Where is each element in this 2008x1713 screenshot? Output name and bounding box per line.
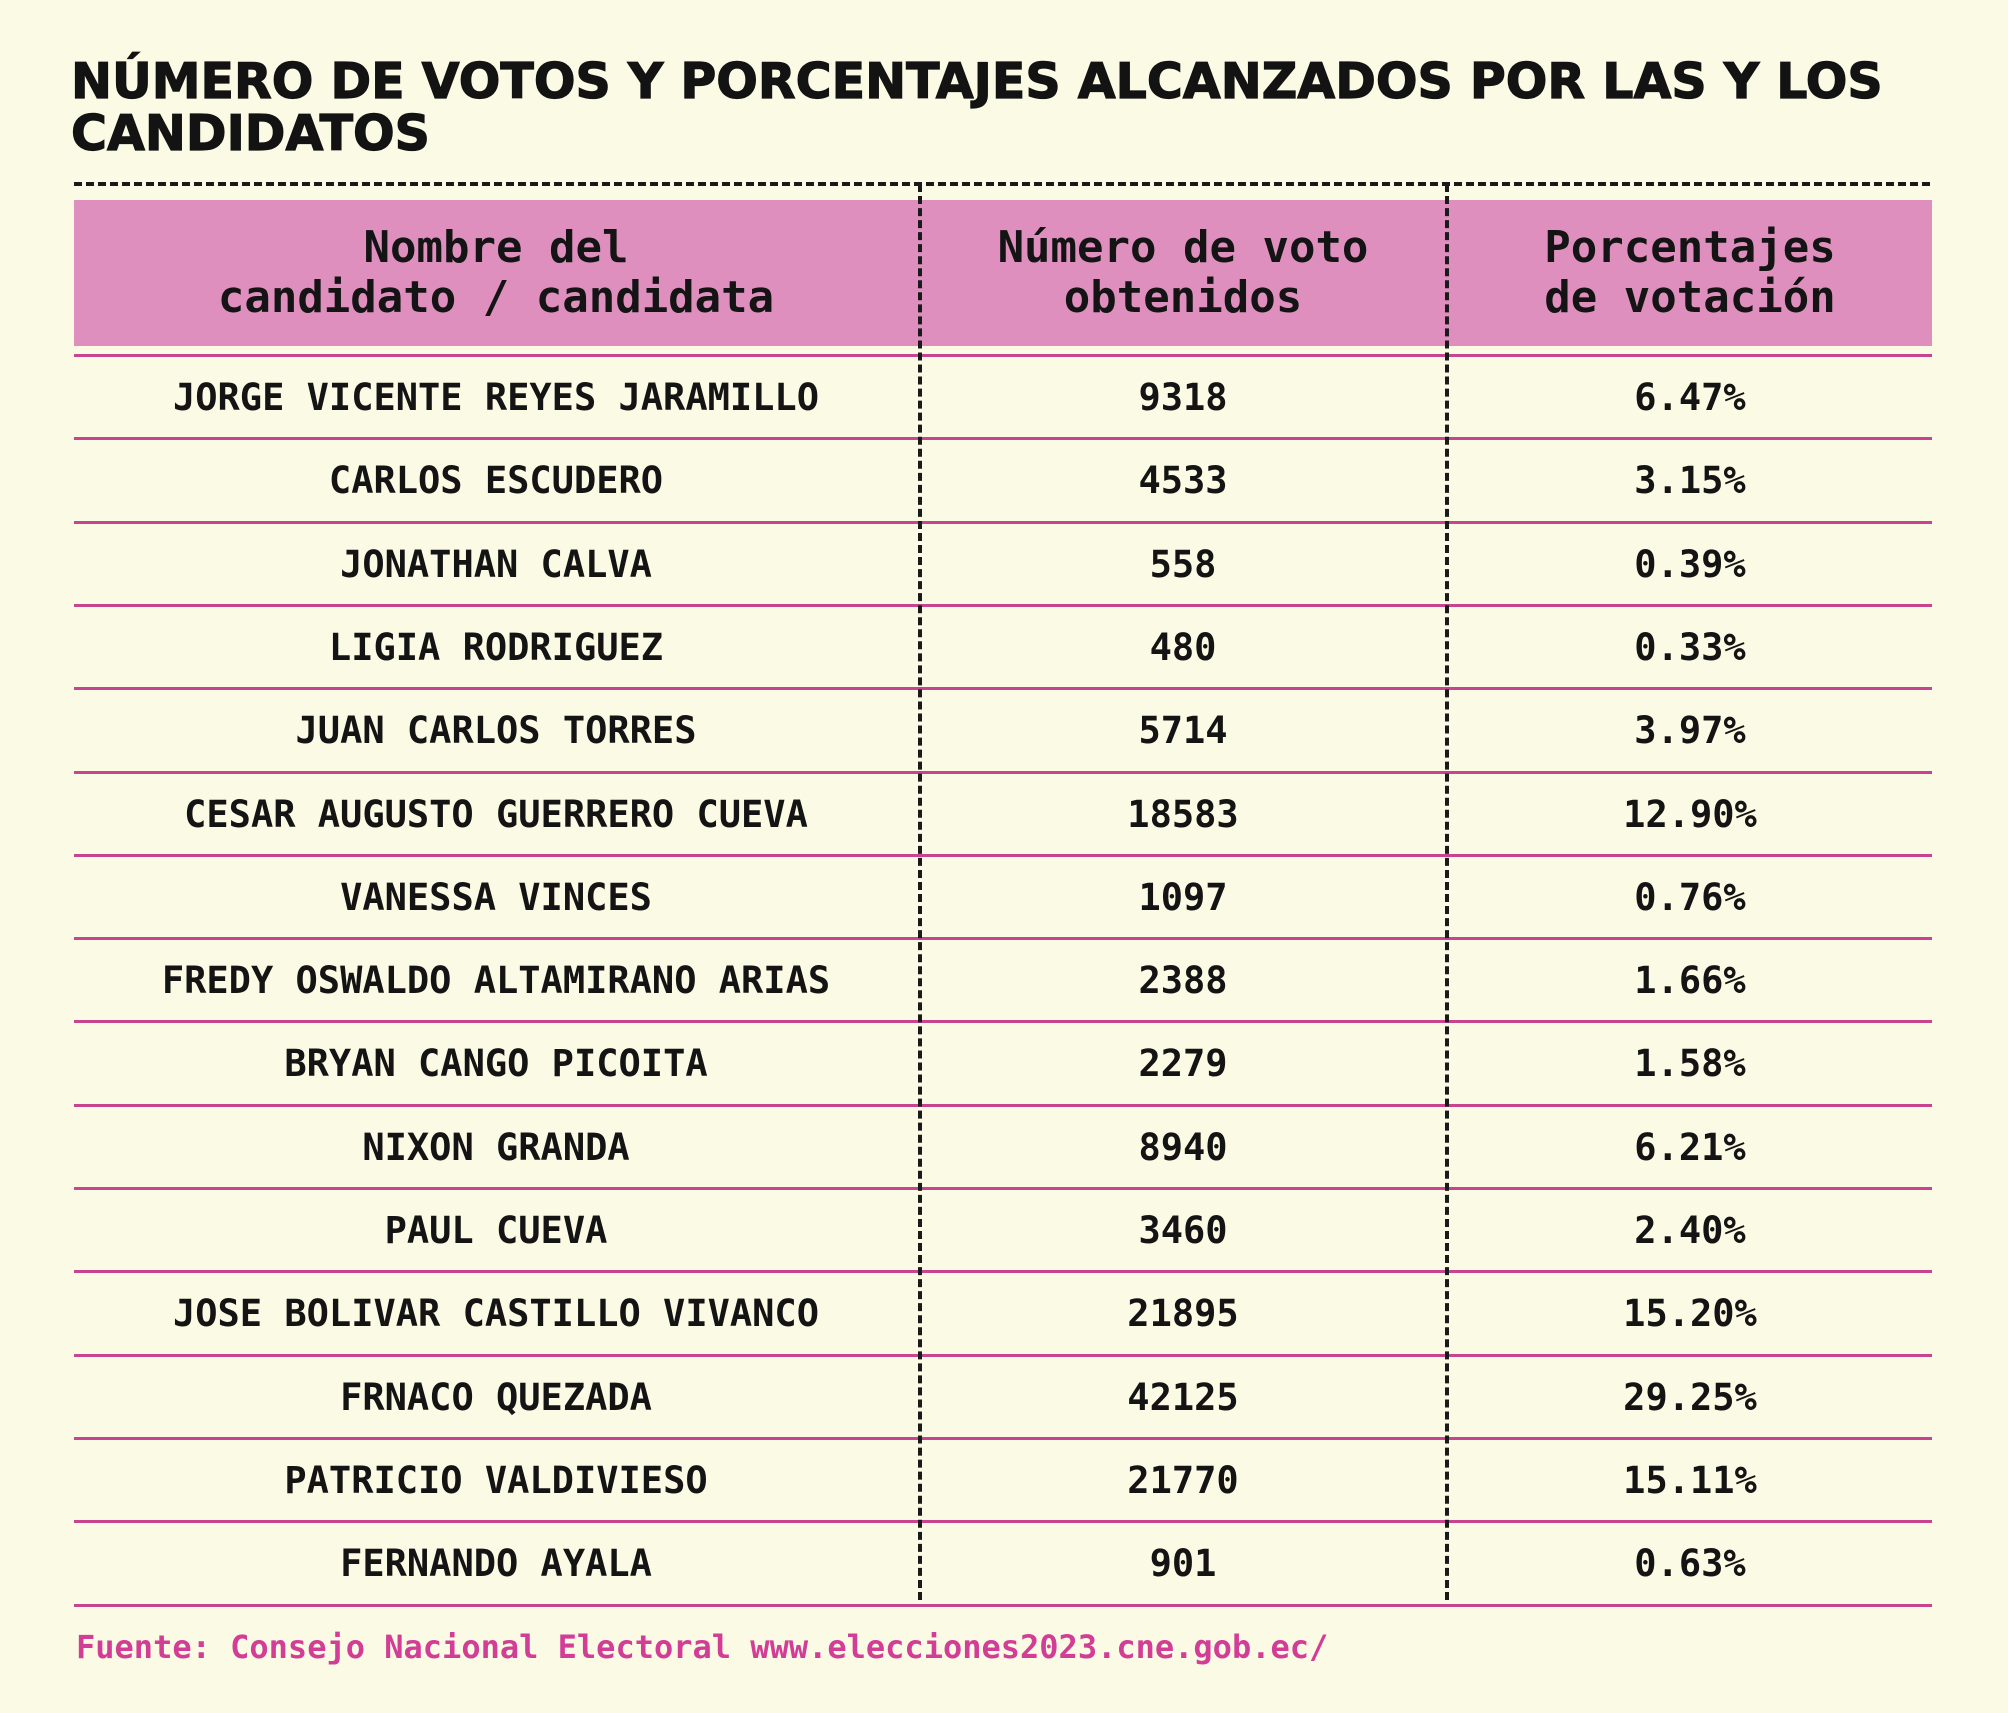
cell-name: CESAR AUGUSTO GUERRERO CUEVA bbox=[184, 793, 808, 836]
cell-votes: 2388 bbox=[1138, 959, 1228, 1002]
cell-name: JOSE BOLIVAR CASTILLO VIVANCO bbox=[172, 1292, 819, 1335]
cell-name: PATRICIO VALDIVIESO bbox=[284, 1459, 708, 1502]
cell-name: NIXON GRANDA bbox=[362, 1126, 630, 1169]
cell-percent: 0.39% bbox=[1634, 543, 1746, 586]
cell-votes: 901 bbox=[1149, 1542, 1217, 1585]
cell-name: FREDY OSWALDO ALTAMIRANO ARIAS bbox=[161, 959, 831, 1002]
cell-percent: 6.47% bbox=[1634, 376, 1746, 419]
cell-votes: 4533 bbox=[1138, 459, 1228, 502]
header-votes: Número de voto obtenidos bbox=[997, 222, 1369, 323]
page-title: NÚMERO DE VOTOS Y PORCENTAJES ALCANZADOS POR LAS Y LOS CANDIDATOS bbox=[71, 53, 1883, 162]
cell-name: JUAN CARLOS TORRES bbox=[295, 709, 697, 752]
cell-votes: 21770 bbox=[1127, 1459, 1239, 1502]
cell-votes: 558 bbox=[1149, 543, 1217, 586]
cell-percent: 3.97% bbox=[1634, 709, 1746, 752]
cell-percent: 0.76% bbox=[1634, 876, 1746, 919]
header-percent: Porcentajes de votación bbox=[1544, 222, 1836, 323]
cell-name: FRNACO QUEZADA bbox=[340, 1376, 652, 1419]
cell-name: LIGIA RODRIGUEZ bbox=[328, 626, 664, 669]
cell-votes: 1097 bbox=[1138, 876, 1228, 919]
cell-votes: 9318 bbox=[1138, 376, 1228, 419]
cell-votes: 21895 bbox=[1127, 1292, 1239, 1335]
cell-name: FERNANDO AYALA bbox=[340, 1542, 652, 1585]
column-divider-2 bbox=[1445, 184, 1449, 1600]
cell-name: JONATHAN CALVA bbox=[340, 543, 652, 586]
cell-percent: 2.40% bbox=[1634, 1209, 1746, 1252]
cell-votes: 3460 bbox=[1138, 1209, 1228, 1252]
cell-votes: 480 bbox=[1149, 626, 1217, 669]
cell-votes: 2279 bbox=[1138, 1042, 1228, 1085]
cell-percent: 6.21% bbox=[1634, 1126, 1746, 1169]
cell-percent: 0.63% bbox=[1634, 1542, 1746, 1585]
cell-name: PAUL CUEVA bbox=[384, 1209, 608, 1252]
cell-percent: 15.11% bbox=[1623, 1459, 1757, 1502]
cell-percent: 29.25% bbox=[1623, 1376, 1757, 1419]
column-divider-1 bbox=[918, 184, 922, 1600]
cell-percent: 3.15% bbox=[1634, 459, 1746, 502]
cell-percent: 1.66% bbox=[1634, 959, 1746, 1002]
cell-votes: 5714 bbox=[1138, 709, 1228, 752]
header-name: Nombre del candidato / candidata bbox=[217, 222, 775, 323]
cell-percent: 15.20% bbox=[1623, 1292, 1757, 1335]
cell-percent: 1.58% bbox=[1634, 1042, 1746, 1085]
cell-percent: 0.33% bbox=[1634, 626, 1746, 669]
cell-name: VANESSA VINCES bbox=[340, 876, 652, 919]
cell-votes: 42125 bbox=[1127, 1376, 1239, 1419]
cell-votes: 18583 bbox=[1127, 793, 1239, 836]
cell-name: JORGE VICENTE REYES JARAMILLO bbox=[172, 376, 819, 419]
cell-name: CARLOS ESCUDERO bbox=[328, 459, 664, 502]
cell-percent: 12.90% bbox=[1623, 793, 1757, 836]
cell-votes: 8940 bbox=[1138, 1126, 1228, 1169]
cell-name: BRYAN CANGO PICOITA bbox=[284, 1042, 708, 1085]
source-note: Fuente: Consejo Nacional Electoral www.elecciones2023.cne.gob.ec/ bbox=[76, 1628, 1329, 1666]
top-dashed-rule bbox=[74, 182, 1930, 186]
